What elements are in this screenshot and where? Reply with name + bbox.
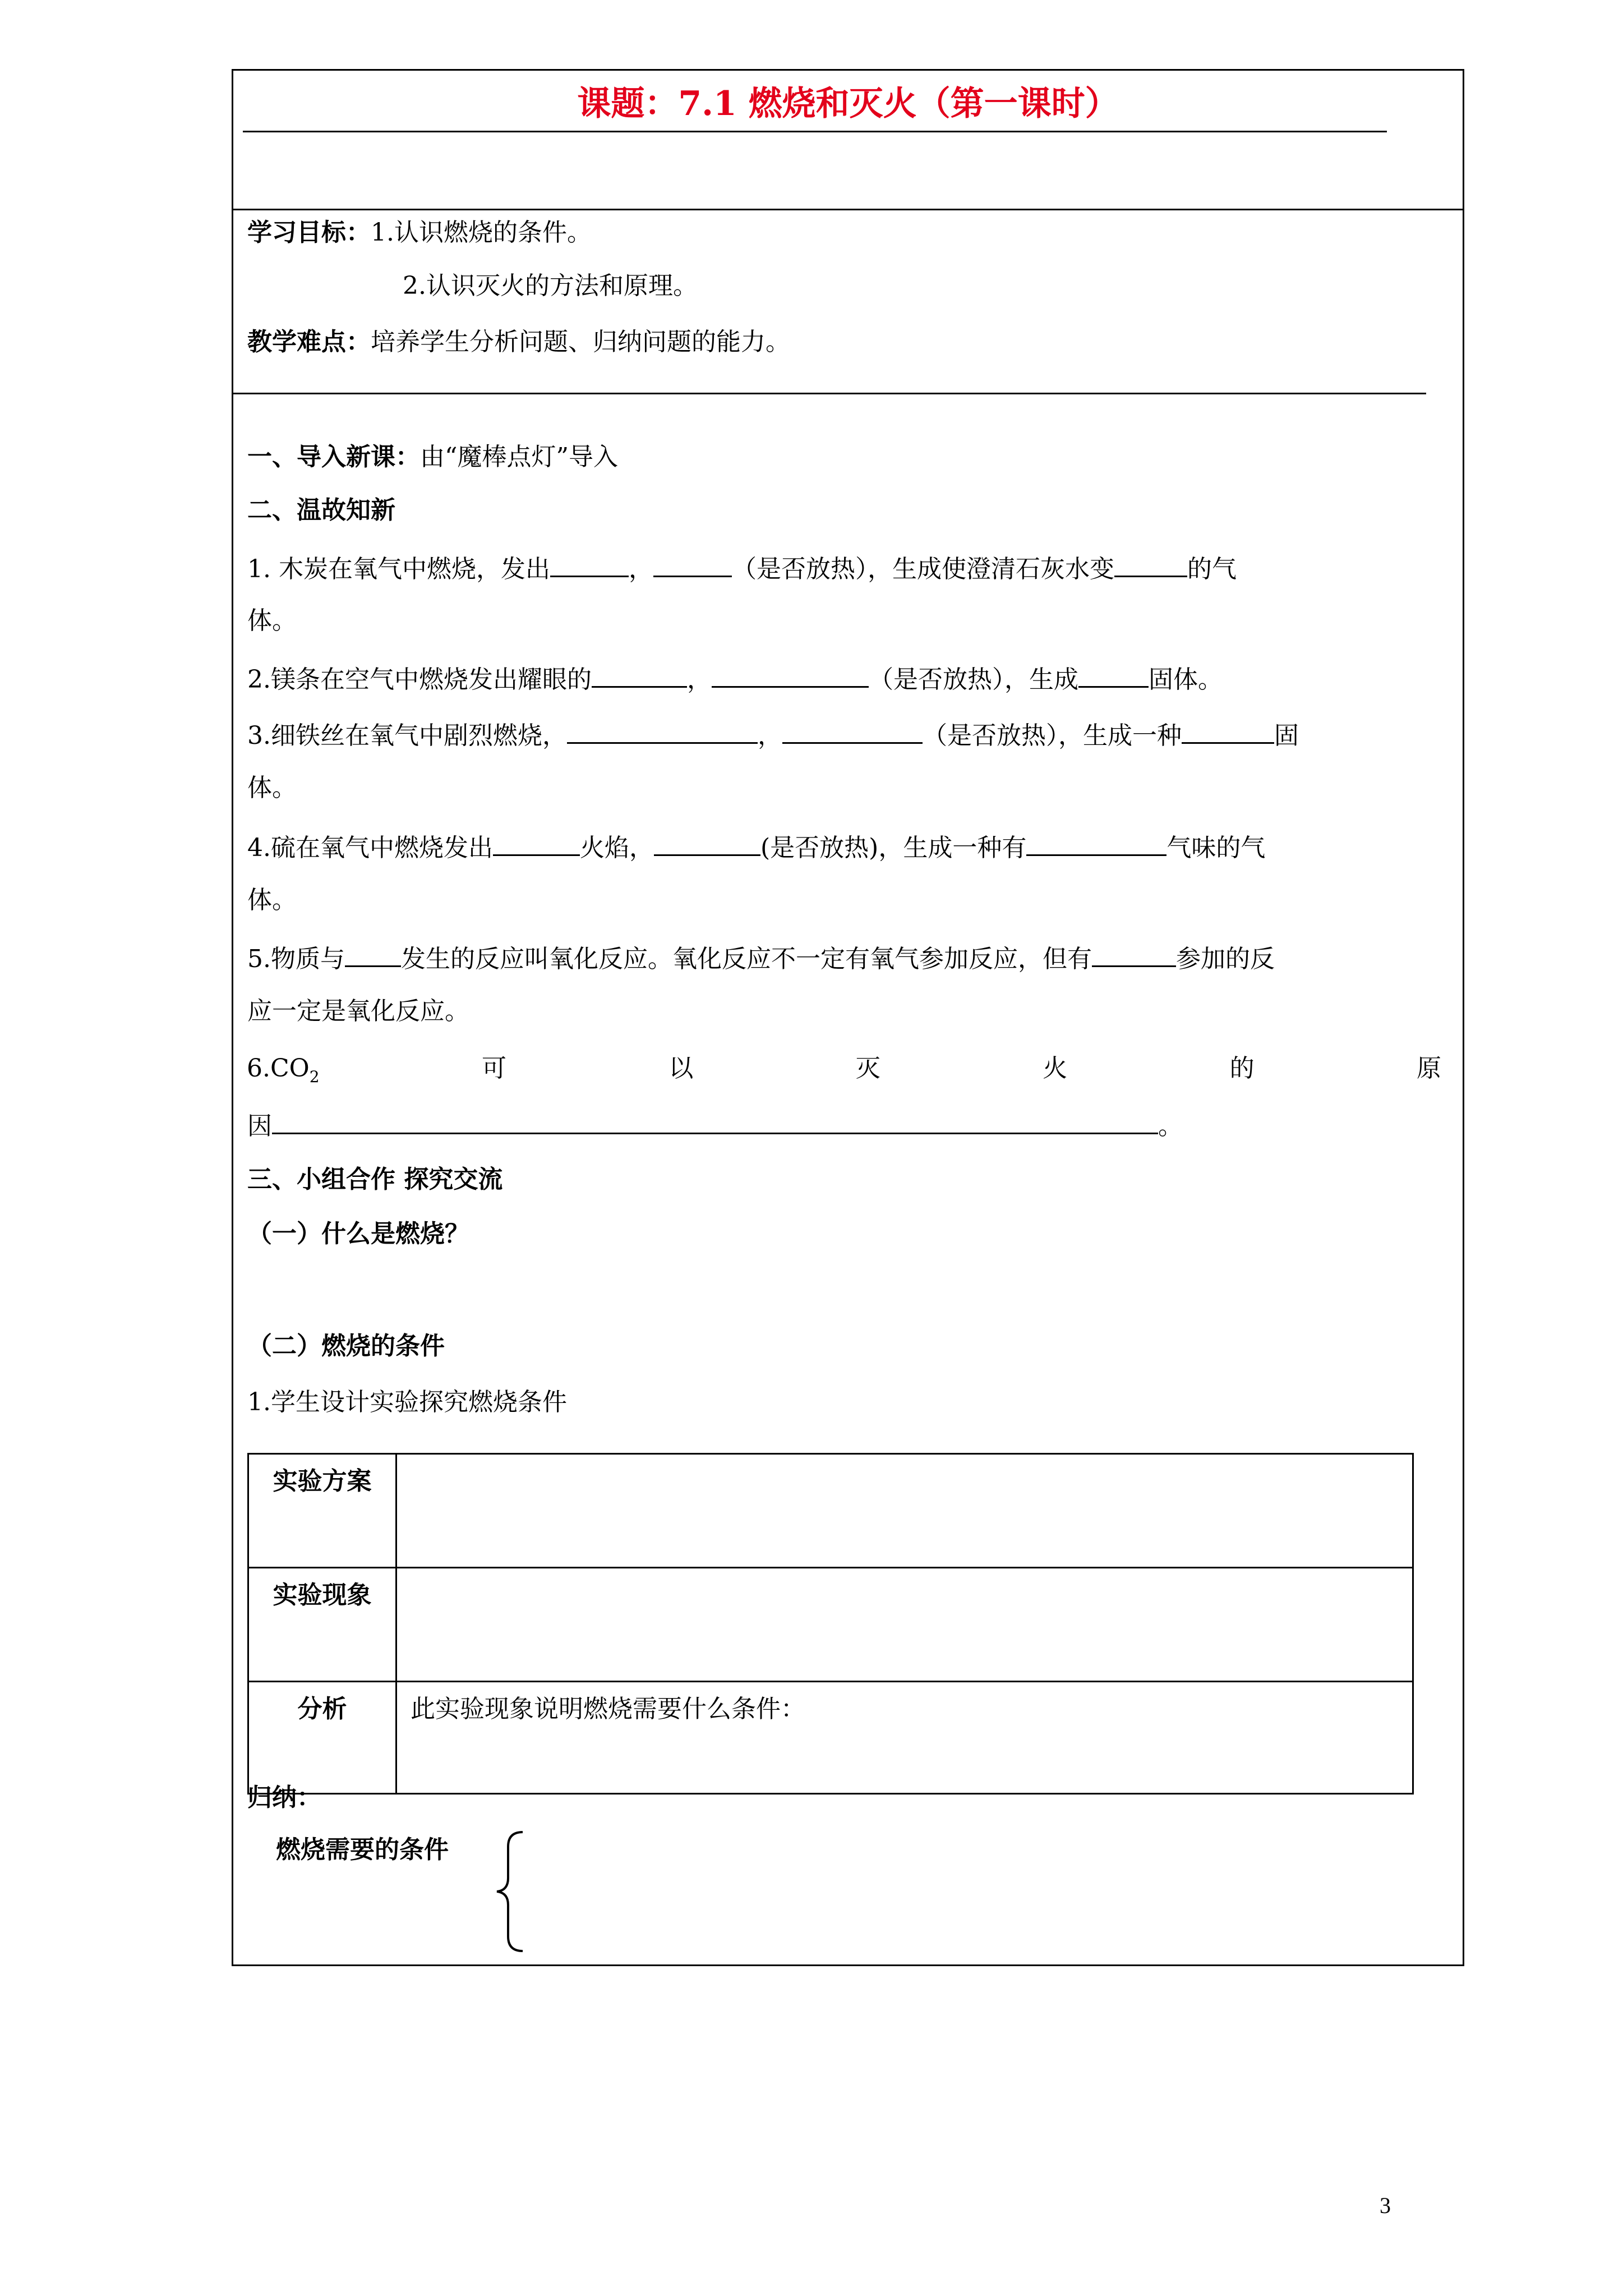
q5-blank-2[interactable] [1092, 940, 1176, 967]
phenomenon-label: 实验现象 [248, 1568, 396, 1682]
q3-text-a: 3.细铁丝在氧气中剧烈燃烧， [247, 721, 567, 750]
difficulty-text: 培养学生分析问题、归纳问题的能力。 [371, 328, 790, 356]
section1-line [247, 440, 618, 474]
question-4 [247, 829, 1265, 865]
page-number: 3 [1380, 2193, 1391, 2218]
q1-text-c: （是否放热），生成使澄清石灰水变 [731, 555, 1114, 583]
q1-blank-3[interactable] [1114, 550, 1187, 577]
q2-text-b: ， [686, 665, 712, 694]
table-row-phenomenon [248, 1568, 1413, 1682]
q6-word-4: 火 [1043, 1054, 1068, 1083]
q5-text-b: 发生的反应叫氧化反应。氧化反应不一定有氧气参加反应，但有 [400, 945, 1092, 973]
q1-blank-2[interactable] [653, 550, 732, 577]
q1-text-a: 1. 木炭在氧气中燃烧，发出 [247, 555, 550, 583]
section3-heading: 三、小组合作 探究交流 [247, 1165, 503, 1194]
title-underline [243, 131, 1387, 132]
q5-line-2: 应一定是氧化反应。 [247, 997, 469, 1025]
analysis-label: 分析 [248, 1682, 396, 1794]
conditions-label: 燃烧需要的条件 [276, 1835, 449, 1864]
q6-word-6: 原 [1416, 1054, 1441, 1083]
curly-brace-icon [494, 1830, 527, 1953]
q6-line-2 [247, 1107, 1183, 1143]
objective-2: 2.认识灭火的方法和原理。 [403, 272, 698, 300]
q1-line-2: 体。 [247, 606, 297, 635]
summary-label: 归纳： [247, 1783, 321, 1812]
q6-word-2: 以 [668, 1054, 694, 1083]
q4-text-a: 4.硫在氧气中燃烧发出 [247, 834, 493, 862]
table-row-plan [248, 1454, 1413, 1568]
analysis-cell[interactable]: 此实验现象说明燃烧需要什么条件： [396, 1682, 1413, 1794]
q6-word-5: 的 [1229, 1054, 1255, 1083]
q4-blank-2[interactable] [654, 829, 760, 856]
q6-number [247, 1052, 320, 1094]
question-6 [247, 1052, 1441, 1094]
q2-blank-1[interactable] [592, 660, 687, 688]
q3-text-c: （是否放热），生成一种 [922, 721, 1182, 750]
experiment-table [247, 1453, 1414, 1795]
q1-text-d: 的气 [1187, 555, 1237, 583]
q6-subscript: 2 [309, 1067, 320, 1086]
question-1 [247, 550, 1237, 586]
page-title: 课题：7.1 燃烧和灭火（第一课时） [577, 84, 1119, 123]
task-1: 1.学生设计实验探究燃烧条件 [247, 1388, 567, 1416]
objective-1: 1.认识燃烧的条件。 [371, 218, 592, 247]
section2-heading: 二、温故知新 [247, 496, 395, 524]
section1-text: 由“魔棒点灯”导入 [420, 443, 618, 471]
question-2 [247, 660, 1223, 697]
question-3 [247, 716, 1299, 753]
objectives-line-1 [247, 216, 592, 250]
part2-heading: （二）燃烧的条件 [247, 1332, 445, 1360]
q3-blank-2[interactable] [782, 716, 923, 744]
section1-label: 一、导入新课： [247, 443, 420, 471]
q3-text-d: 固 [1274, 721, 1299, 750]
table-row-analysis [248, 1682, 1413, 1794]
q6-line2-end: 。 [1158, 1112, 1183, 1140]
phenomenon-cell[interactable] [396, 1568, 1413, 1682]
q4-text-b: 火焰， [579, 834, 654, 862]
q4-blank-3[interactable] [1026, 829, 1166, 856]
q5-text-a: 5.物质与 [247, 945, 345, 973]
q2-text-d: 固体。 [1148, 665, 1223, 694]
part1-heading: （一）什么是燃烧？ [247, 1220, 469, 1248]
difficulty-label: 教学难点： [247, 328, 371, 356]
plan-label: 实验方案 [248, 1454, 396, 1568]
q3-blank-1[interactable] [567, 716, 758, 744]
q5-blank-1[interactable] [345, 940, 401, 967]
q1-text-b: ， [628, 555, 653, 583]
section-divider [232, 393, 1426, 394]
q2-blank-2[interactable] [712, 660, 869, 688]
question-5 [247, 940, 1275, 976]
q2-text-c: （是否放热），生成 [868, 665, 1078, 694]
q4-blank-1[interactable] [493, 829, 580, 856]
q4-line-2: 体。 [247, 886, 297, 914]
plan-cell[interactable] [396, 1454, 1413, 1568]
q2-text-a: 2.镁条在空气中燃烧发出耀眼的 [247, 665, 592, 694]
q2-blank-3[interactable] [1078, 660, 1149, 688]
q6-line2-start: 因 [247, 1112, 272, 1140]
difficulty-line [247, 325, 790, 359]
q3-blank-3[interactable] [1182, 716, 1274, 744]
q6-co: 6.CO [247, 1054, 310, 1083]
q6-blank[interactable] [272, 1107, 1158, 1134]
objectives-label: 学习目标： [247, 218, 371, 247]
title-section [232, 69, 1464, 210]
q3-line-2: 体。 [247, 774, 297, 802]
q6-word-3: 灭 [855, 1054, 880, 1083]
q3-text-b: ， [757, 721, 782, 750]
q4-text-d: 气味的气 [1166, 834, 1266, 862]
q6-word-1: 可 [481, 1054, 506, 1083]
q4-text-c: (是否放热)，生成一种有 [760, 834, 1027, 862]
q1-blank-1[interactable] [550, 550, 629, 577]
q5-text-c: 参加的反 [1175, 945, 1275, 973]
